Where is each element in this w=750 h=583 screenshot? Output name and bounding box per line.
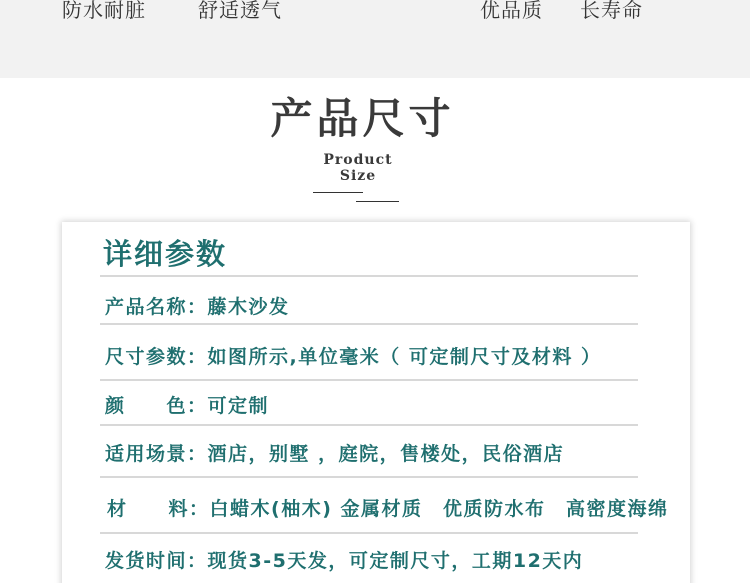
section-subtitle-line1: Product xyxy=(323,152,393,168)
detail-row-material xyxy=(107,494,669,521)
detail-row-dimensions xyxy=(105,342,601,369)
detail-value: 现货3-5天发，可定制尺寸，工期12天内 xyxy=(207,550,584,572)
detail-row-shipping xyxy=(105,546,583,573)
detail-value: 酒店，别墅 ，庭院，售楼处，民俗酒店 xyxy=(207,443,565,465)
divider xyxy=(100,323,638,325)
divider xyxy=(100,275,638,277)
detail-label: 产品名称： xyxy=(105,296,208,318)
decorative-underline xyxy=(356,201,399,202)
detail-label: 适用场景： xyxy=(105,443,208,465)
divider xyxy=(100,424,638,426)
detail-value: 藤木沙发 xyxy=(207,296,290,318)
divider xyxy=(100,379,638,381)
details-card xyxy=(62,222,690,583)
divider xyxy=(100,476,638,478)
detail-label: 尺寸参数： xyxy=(105,346,208,368)
detail-row-product-name xyxy=(105,292,290,319)
detail-row-usage xyxy=(105,439,564,466)
detail-label: 发货时间： xyxy=(105,550,208,572)
feature-breathable: 舒适透气 xyxy=(198,0,282,22)
top-feature-band xyxy=(0,0,750,78)
section-subtitle-line2: Size xyxy=(339,168,377,184)
section-title: 产品尺寸 xyxy=(270,94,455,143)
detail-value: 如图所示,单位毫米（ 可定制尺寸及材料 ） xyxy=(207,346,602,368)
detail-row-color xyxy=(105,391,269,418)
section-subtitle xyxy=(320,152,396,184)
detail-value: 白蜡木(柚木) 金属材质 优质防水布 高密度海绵 xyxy=(209,498,669,520)
detail-label: 材 料： xyxy=(107,498,210,520)
details-title: 详细参数 xyxy=(103,237,228,271)
feature-quality: 优品质 xyxy=(480,0,543,22)
detail-value: 可定制 xyxy=(207,395,270,417)
divider xyxy=(100,532,638,534)
feature-waterproof: 防水耐脏 xyxy=(62,0,146,22)
detail-label: 颜 色： xyxy=(105,395,208,417)
decorative-underline xyxy=(313,192,363,193)
feature-longevity: 长寿命 xyxy=(580,0,643,22)
